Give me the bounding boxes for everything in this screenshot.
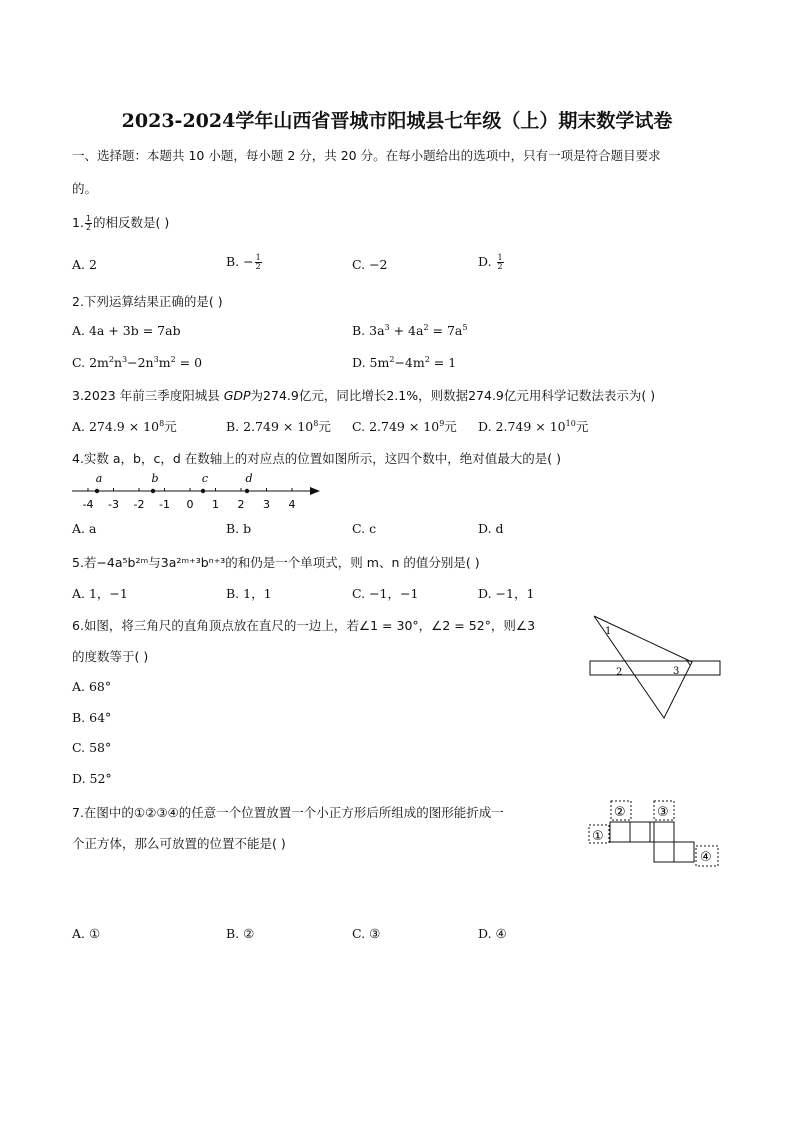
- number-line-figure: [70, 470, 326, 514]
- number-line-tick-label: -3: [108, 498, 119, 511]
- q6-option-c[interactable]: C. 58°: [72, 740, 112, 755]
- section-heading-line2: 的。: [72, 181, 98, 196]
- question-7-stem-line2: 个正方体，那么可放置的位置不能是( ): [72, 836, 286, 851]
- q3-option-d[interactable]: D. $2.749 \times 10^{10}$元: [478, 418, 589, 434]
- q4-option-c[interactable]: C. c: [352, 521, 377, 536]
- number-line-tick-label: 0: [186, 498, 194, 511]
- net-square: [654, 822, 674, 842]
- q6-option-d[interactable]: D. 52°: [72, 771, 112, 786]
- marker-2: ②: [614, 805, 626, 820]
- page-title: 2023-2024学年山西省晋城市阳城县七年级（上）期末数学试卷: [121, 110, 673, 132]
- number-line-point-label: a: [95, 472, 103, 485]
- number-line-point-a: [95, 489, 99, 493]
- question-4-stem: 4.实数 a，b，c，d 在数轴上的对应点的位置如图所示，这四个数中，绝对值最大的是( ): [72, 451, 562, 466]
- ruler-triangle-figure: [586, 612, 726, 724]
- q7-option-d[interactable]: D. ④: [478, 926, 507, 941]
- q5-option-b[interactable]: B. 1，1: [226, 586, 272, 601]
- q1-text: 的相反数是( ): [93, 215, 170, 230]
- question-2-stem: 2.下列运算结果正确的是( ): [72, 294, 223, 309]
- q6-option-b[interactable]: B. 64°: [72, 710, 112, 725]
- angle-label-3: 3: [673, 666, 680, 677]
- q1-option-c[interactable]: C. −2: [352, 257, 388, 272]
- q5-option-a[interactable]: A. 1，−1: [72, 586, 128, 601]
- ruler: [590, 661, 720, 675]
- marker-3: ③: [657, 805, 669, 820]
- q3-option-c[interactable]: C. $2.749 \times 10^9$元: [352, 418, 457, 434]
- number-line-tick-label: -2: [133, 498, 145, 511]
- question-1-stem: [72, 213, 169, 232]
- q2-option-d[interactable]: D. $5m^2-4m^2 = 1$: [352, 355, 457, 371]
- cube-net-figure: [586, 798, 722, 870]
- q1-option-a[interactable]: A. 2: [72, 257, 97, 272]
- question-3-stem: 3.2023 年前三季度阳城县 GDP为274.9亿元，同比增长2.1%，则数据274.9亿元用科学记数法表示为( ): [72, 388, 656, 403]
- number-line-point-label: b: [151, 472, 159, 485]
- marker-4: ④: [700, 850, 712, 865]
- q5-option-d[interactable]: D. −1，1: [478, 586, 535, 601]
- q7-option-a[interactable]: A. ①: [72, 926, 101, 941]
- number-line-tick-label: 2: [237, 498, 245, 511]
- number-line-tick-label: 1: [212, 498, 219, 511]
- net-square: [610, 822, 630, 842]
- number-line-tick-label: 3: [263, 498, 270, 511]
- q7-option-b[interactable]: B. ②: [226, 926, 255, 941]
- question-7-stem-line1: 7.在图中的①②③④的任意一个位置放置一个小正方形后所组成的图形能折成一: [72, 805, 504, 820]
- q3-option-b[interactable]: B. $2.749 \times 10^8$元: [226, 418, 331, 434]
- number-line-tick-label: -4: [82, 498, 94, 511]
- net-square: [674, 842, 694, 862]
- q1-option-d[interactable]: D. $\frac{1}{2}$: [478, 253, 503, 271]
- q2-option-c[interactable]: C. $2m^2n^3-2n^3m^2 = 0$: [72, 355, 203, 371]
- net-square: [654, 842, 674, 862]
- q1-number: 1.: [72, 215, 84, 230]
- net-square: [630, 822, 650, 842]
- q4-option-a[interactable]: A. a: [72, 521, 97, 536]
- number-line-tick-label: -1: [159, 498, 170, 511]
- question-5-stem: 5.若−4a⁵b²ᵐ与3a²ᵐ⁺³bⁿ⁺³的和仍是一个单项式，则 m、n 的值分别是( ): [72, 555, 480, 570]
- number-line-tick-label: 4: [288, 498, 296, 511]
- number-line-point-d: [245, 489, 249, 493]
- q5-option-c[interactable]: C. −1，−1: [352, 586, 419, 601]
- q3-option-a[interactable]: A. $274.9 \times 10^8$元: [72, 418, 177, 434]
- angle-label-2: 2: [616, 667, 623, 678]
- q7-option-c[interactable]: C. ③: [352, 926, 381, 941]
- angle-label-1: 1: [605, 626, 612, 637]
- q2-option-a[interactable]: A. 4a + 3b = 7ab: [72, 323, 181, 338]
- q4-option-b[interactable]: B. b: [226, 521, 252, 536]
- marker-1: ①: [592, 829, 604, 844]
- q4-option-d[interactable]: D. d: [478, 521, 504, 536]
- number-line-point-label: d: [245, 472, 253, 485]
- arrow-icon: [310, 487, 320, 495]
- question-6-stem-line2: 的度数等于( ): [72, 649, 149, 664]
- q1-option-b[interactable]: B. − $\frac{1}{2}$: [226, 253, 261, 271]
- number-line-point-c: [201, 489, 205, 493]
- section-heading-line1: 一、选择题：本题共 10 小题，每小题 2 分，共 20 分。在每小题给出的选项中，只有一项是符合题目要求: [72, 148, 661, 163]
- q2-option-b[interactable]: B. $3a^3 + 4a^2 = 7a^5$: [352, 323, 468, 339]
- number-line-point-label: c: [201, 472, 209, 485]
- number-line-point-b: [151, 489, 155, 493]
- question-6-stem-line1: 6.如图，将三角尺的直角顶点放在直尺的一边上，若∠1 = 30°，∠2 = 52°，则∠3: [72, 618, 536, 633]
- q6-option-a[interactable]: A. 68°: [72, 679, 112, 694]
- q1-fraction: $\frac{1}{2}$: [85, 214, 92, 232]
